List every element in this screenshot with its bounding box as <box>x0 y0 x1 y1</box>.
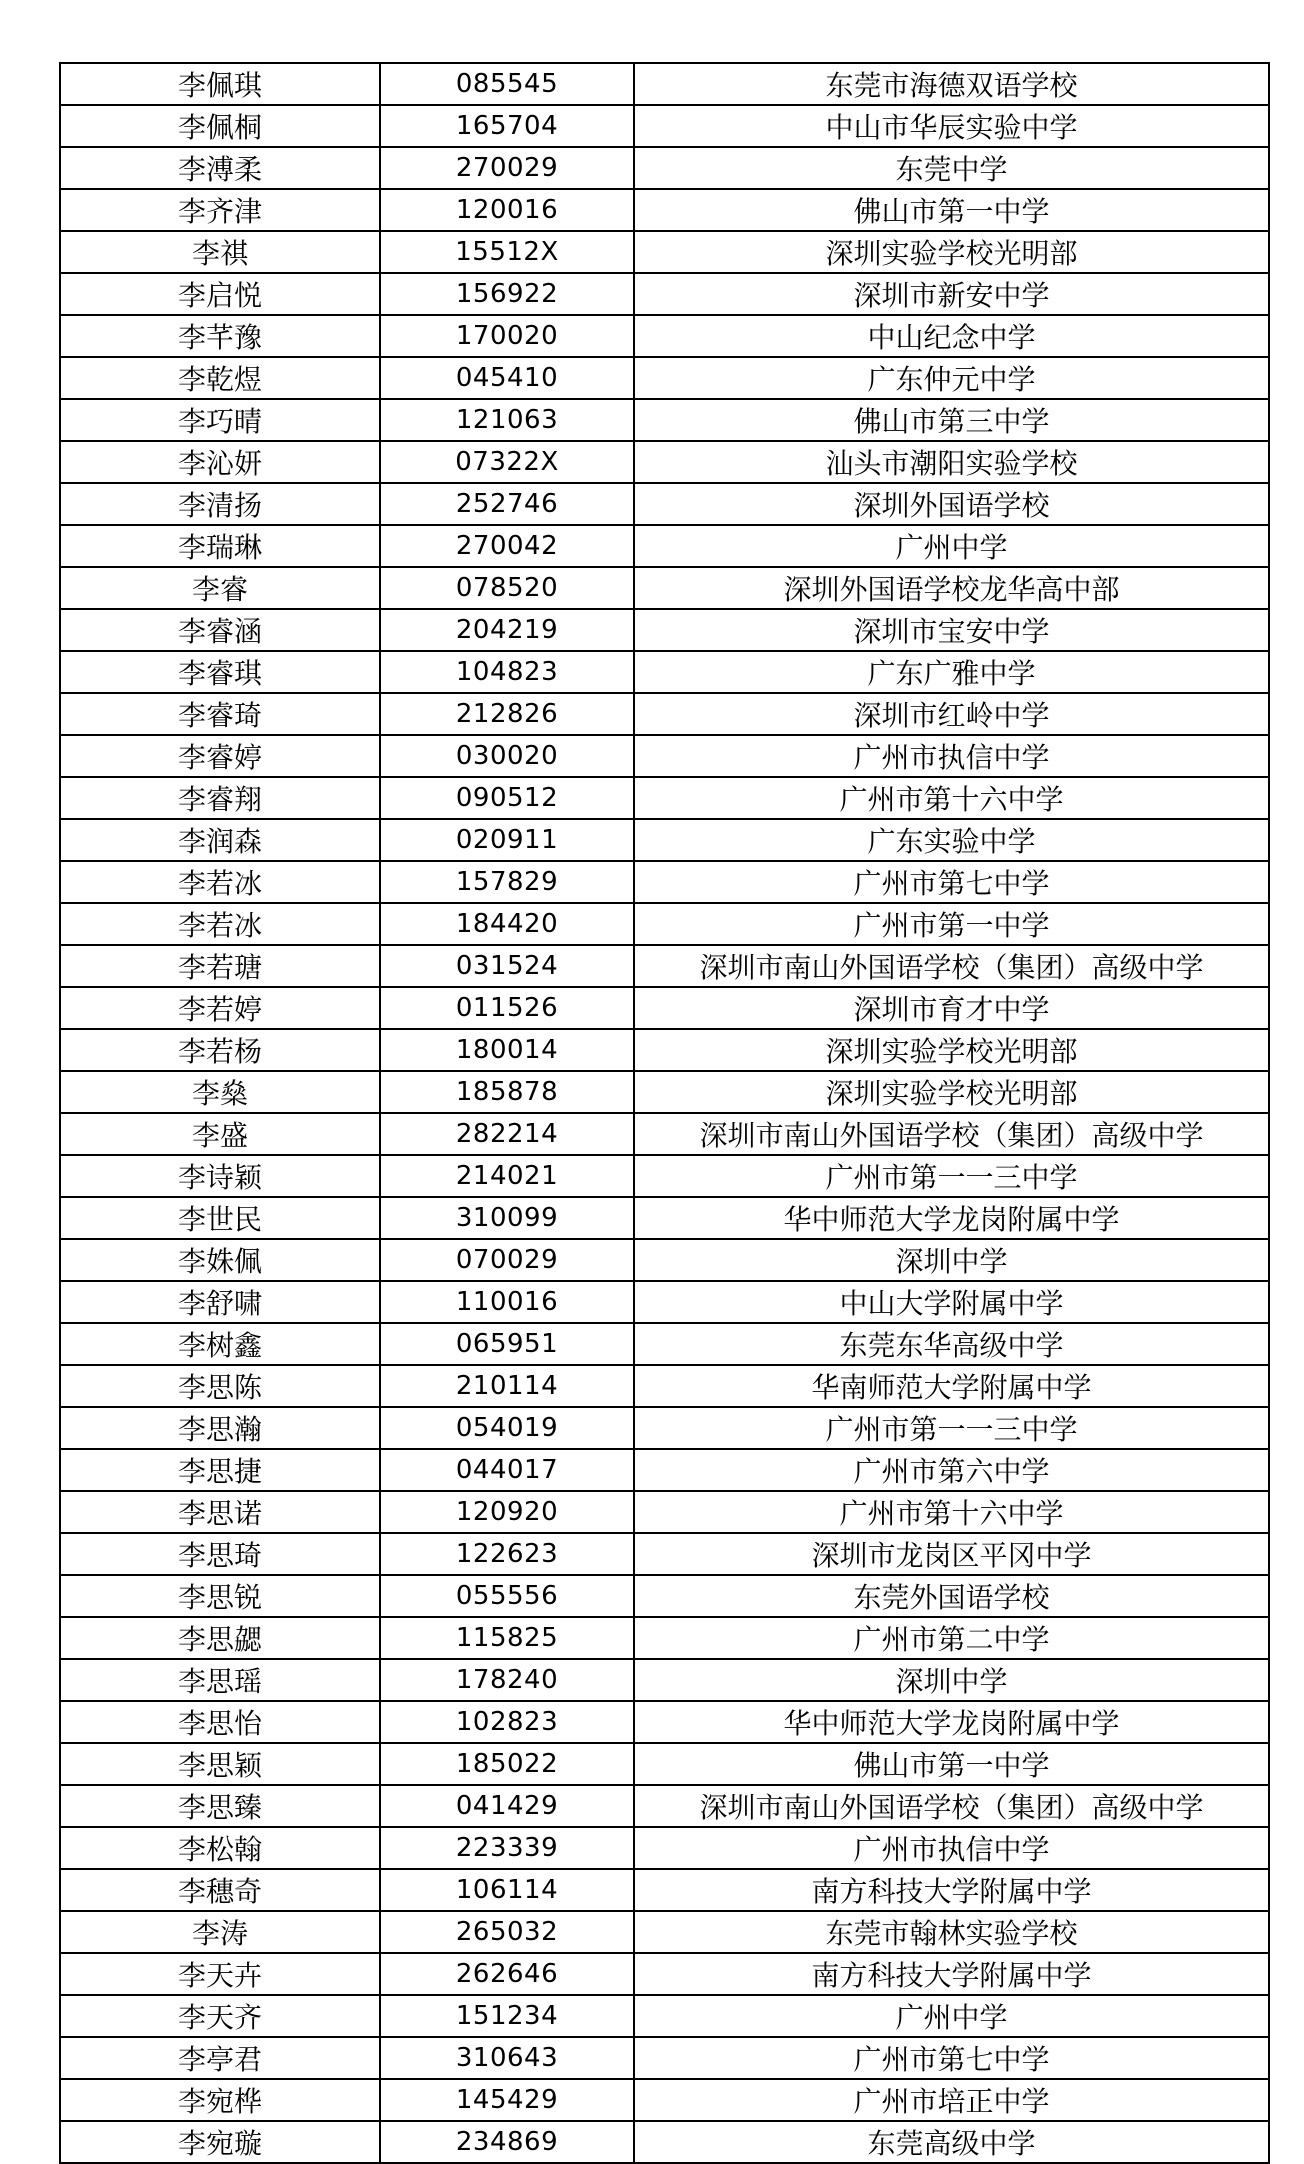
table-row <box>60 1701 1269 1743</box>
student-name-cell: 李若冰 <box>60 861 380 903</box>
student-id-cell: 065951 <box>380 1323 634 1365</box>
student-id-cell: 031524 <box>380 945 634 987</box>
table-row <box>60 1449 1269 1491</box>
school-name-cell: 广州市培正中学 <box>634 2079 1269 2121</box>
student-name-cell: 李祺 <box>60 231 380 273</box>
student-id-cell: 115825 <box>380 1617 634 1659</box>
school-name-cell: 东莞市海德双语学校 <box>634 63 1269 105</box>
table-row <box>60 1491 1269 1533</box>
student-name-cell: 李思锐 <box>60 1575 380 1617</box>
student-name-cell: 李宛璇 <box>60 2121 380 2163</box>
student-id-cell: 165704 <box>380 105 634 147</box>
student-id-cell: 030020 <box>380 735 634 777</box>
student-id-cell: 212826 <box>380 693 634 735</box>
school-name-cell: 南方科技大学附属中学 <box>634 1869 1269 1911</box>
student-id-cell: 122623 <box>380 1533 634 1575</box>
school-name-cell: 深圳实验学校光明部 <box>634 231 1269 273</box>
school-name-cell: 广州市第六中学 <box>634 1449 1269 1491</box>
student-name-cell: 李睿 <box>60 567 380 609</box>
table-row <box>60 693 1269 735</box>
table-row <box>60 1407 1269 1449</box>
student-name-cell: 李芊豫 <box>60 315 380 357</box>
school-name-cell: 汕头市潮阳实验学校 <box>634 441 1269 483</box>
table-row <box>60 777 1269 819</box>
table-row <box>60 1113 1269 1155</box>
school-name-cell: 深圳市新安中学 <box>634 273 1269 315</box>
student-name-cell: 李天卉 <box>60 1953 380 1995</box>
student-name-cell: 李穗奇 <box>60 1869 380 1911</box>
table-row <box>60 1323 1269 1365</box>
school-name-cell: 广东实验中学 <box>634 819 1269 861</box>
student-name-cell: 李若冰 <box>60 903 380 945</box>
school-name-cell: 深圳市红岭中学 <box>634 693 1269 735</box>
student-name-cell: 李睿琦 <box>60 693 380 735</box>
table-row <box>60 147 1269 189</box>
school-name-cell: 中山纪念中学 <box>634 315 1269 357</box>
school-name-cell: 深圳中学 <box>634 1659 1269 1701</box>
student-name-cell: 李瑞琳 <box>60 525 380 567</box>
school-name-cell: 佛山市第一中学 <box>634 1743 1269 1785</box>
school-name-cell: 广州市第十六中学 <box>634 777 1269 819</box>
student-id-cell: 204219 <box>380 609 634 651</box>
school-name-cell: 广州中学 <box>634 1995 1269 2037</box>
student-id-cell: 120016 <box>380 189 634 231</box>
table-row <box>60 1743 1269 1785</box>
student-name-cell: 李佩桐 <box>60 105 380 147</box>
school-name-cell: 广州市第七中学 <box>634 2037 1269 2079</box>
student-id-cell: 15512X <box>380 231 634 273</box>
student-name-cell: 李思陈 <box>60 1365 380 1407</box>
student-name-cell: 李天齐 <box>60 1995 380 2037</box>
school-name-cell: 广州市第一一三中学 <box>634 1407 1269 1449</box>
student-id-cell: 110016 <box>380 1281 634 1323</box>
school-name-cell: 佛山市第一中学 <box>634 189 1269 231</box>
student-name-cell: 李启悦 <box>60 273 380 315</box>
table-row <box>60 189 1269 231</box>
school-name-cell: 东莞市翰林实验学校 <box>634 1911 1269 1953</box>
student-id-cell: 180014 <box>380 1029 634 1071</box>
school-name-cell: 深圳市南山外国语学校（集团）高级中学 <box>634 1113 1269 1155</box>
student-id-cell: 145429 <box>380 2079 634 2121</box>
table-row <box>60 2079 1269 2121</box>
student-name-cell: 李思勰 <box>60 1617 380 1659</box>
table-row <box>60 315 1269 357</box>
student-id-cell: 104823 <box>380 651 634 693</box>
student-name-cell: 李思捷 <box>60 1449 380 1491</box>
student-name-cell: 李润森 <box>60 819 380 861</box>
school-name-cell: 广州市执信中学 <box>634 735 1269 777</box>
school-name-cell: 广州市第一一三中学 <box>634 1155 1269 1197</box>
table-row <box>60 2121 1269 2163</box>
student-name-cell: 李佩琪 <box>60 63 380 105</box>
school-name-cell: 广州市第七中学 <box>634 861 1269 903</box>
table-row <box>60 1365 1269 1407</box>
student-id-cell: 157829 <box>380 861 634 903</box>
table-row <box>60 63 1269 105</box>
school-name-cell: 东莞外国语学校 <box>634 1575 1269 1617</box>
student-name-cell: 李思瑶 <box>60 1659 380 1701</box>
table-row <box>60 903 1269 945</box>
table-row <box>60 1239 1269 1281</box>
student-id-cell: 262646 <box>380 1953 634 1995</box>
school-name-cell: 广东仲元中学 <box>634 357 1269 399</box>
table-row <box>60 1533 1269 1575</box>
student-id-cell: 270029 <box>380 147 634 189</box>
table-row <box>60 735 1269 777</box>
table-row <box>60 945 1269 987</box>
table-row <box>60 567 1269 609</box>
student-name-cell: 李诗颖 <box>60 1155 380 1197</box>
school-name-cell: 华中师范大学龙岗附属中学 <box>634 1701 1269 1743</box>
student-name-cell: 李世民 <box>60 1197 380 1239</box>
table-row <box>60 1071 1269 1113</box>
student-name-cell: 李松翰 <box>60 1827 380 1869</box>
student-id-cell: 120920 <box>380 1491 634 1533</box>
student-id-cell: 265032 <box>380 1911 634 1953</box>
student-name-cell: 李思琦 <box>60 1533 380 1575</box>
student-name-cell: 李思瀚 <box>60 1407 380 1449</box>
school-name-cell: 深圳市南山外国语学校（集团）高级中学 <box>634 945 1269 987</box>
student-name-cell: 李若杨 <box>60 1029 380 1071</box>
table-row <box>60 441 1269 483</box>
student-name-cell: 李睿琪 <box>60 651 380 693</box>
table-row <box>60 1659 1269 1701</box>
table-row <box>60 105 1269 147</box>
student-id-cell: 070029 <box>380 1239 634 1281</box>
table-row <box>60 1785 1269 1827</box>
student-name-cell: 李溥柔 <box>60 147 380 189</box>
student-id-cell: 044017 <box>380 1449 634 1491</box>
student-id-cell: 210114 <box>380 1365 634 1407</box>
student-id-cell: 121063 <box>380 399 634 441</box>
student-id-cell: 234869 <box>380 2121 634 2163</box>
table-row <box>60 399 1269 441</box>
school-name-cell: 深圳市南山外国语学校（集团）高级中学 <box>634 1785 1269 1827</box>
student-id-cell: 185022 <box>380 1743 634 1785</box>
school-name-cell: 华中师范大学龙岗附属中学 <box>634 1197 1269 1239</box>
student-id-cell: 310099 <box>380 1197 634 1239</box>
student-id-cell: 310643 <box>380 2037 634 2079</box>
student-id-cell: 156922 <box>380 273 634 315</box>
student-id-cell: 055556 <box>380 1575 634 1617</box>
school-name-cell: 南方科技大学附属中学 <box>634 1953 1269 1995</box>
student-id-cell: 282214 <box>380 1113 634 1155</box>
student-name-cell: 李舒啸 <box>60 1281 380 1323</box>
table-row <box>60 609 1269 651</box>
student-name-cell: 李姝佩 <box>60 1239 380 1281</box>
student-name-cell: 李盛 <box>60 1113 380 1155</box>
student-id-cell: 085545 <box>380 63 634 105</box>
table-row <box>60 357 1269 399</box>
table-row <box>60 483 1269 525</box>
student-name-cell: 李沁妍 <box>60 441 380 483</box>
roster-table <box>59 62 1270 2164</box>
student-name-cell: 李若婷 <box>60 987 380 1029</box>
table-row <box>60 231 1269 273</box>
school-name-cell: 深圳市龙岗区平冈中学 <box>634 1533 1269 1575</box>
school-name-cell: 深圳外国语学校 <box>634 483 1269 525</box>
table-row <box>60 1197 1269 1239</box>
student-name-cell: 李清扬 <box>60 483 380 525</box>
student-id-cell: 185878 <box>380 1071 634 1113</box>
student-id-cell: 041429 <box>380 1785 634 1827</box>
table-row <box>60 1869 1269 1911</box>
table-row <box>60 1827 1269 1869</box>
school-name-cell: 中山大学附属中学 <box>634 1281 1269 1323</box>
student-id-cell: 090512 <box>380 777 634 819</box>
student-name-cell: 李睿涵 <box>60 609 380 651</box>
school-name-cell: 东莞东华高级中学 <box>634 1323 1269 1365</box>
table-row <box>60 987 1269 1029</box>
student-id-cell: 020911 <box>380 819 634 861</box>
table-row <box>60 1575 1269 1617</box>
table-row <box>60 525 1269 567</box>
table-row <box>60 2037 1269 2079</box>
student-id-cell: 151234 <box>380 1995 634 2037</box>
student-name-cell: 李思颖 <box>60 1743 380 1785</box>
student-name-cell: 李涛 <box>60 1911 380 1953</box>
student-name-cell: 李睿翔 <box>60 777 380 819</box>
school-name-cell: 广州市第一中学 <box>634 903 1269 945</box>
roster-sheet <box>59 62 1270 2164</box>
school-name-cell: 深圳外国语学校龙华高中部 <box>634 567 1269 609</box>
student-id-cell: 07322X <box>380 441 634 483</box>
student-name-cell: 李燊 <box>60 1071 380 1113</box>
student-name-cell: 李宛桦 <box>60 2079 380 2121</box>
student-name-cell: 李若瑭 <box>60 945 380 987</box>
student-id-cell: 078520 <box>380 567 634 609</box>
school-name-cell: 深圳实验学校光明部 <box>634 1029 1269 1071</box>
school-name-cell: 广州市第十六中学 <box>634 1491 1269 1533</box>
student-id-cell: 214021 <box>380 1155 634 1197</box>
table-row <box>60 861 1269 903</box>
roster-table-body <box>60 63 1269 2163</box>
student-name-cell: 李齐津 <box>60 189 380 231</box>
school-name-cell: 深圳市育才中学 <box>634 987 1269 1029</box>
table-row <box>60 1281 1269 1323</box>
school-name-cell: 东莞高级中学 <box>634 2121 1269 2163</box>
school-name-cell: 深圳市宝安中学 <box>634 609 1269 651</box>
student-id-cell: 054019 <box>380 1407 634 1449</box>
table-row <box>60 1155 1269 1197</box>
student-name-cell: 李思怡 <box>60 1701 380 1743</box>
table-row <box>60 273 1269 315</box>
school-name-cell: 广州中学 <box>634 525 1269 567</box>
table-row <box>60 1953 1269 1995</box>
student-name-cell: 李乾煜 <box>60 357 380 399</box>
student-id-cell: 106114 <box>380 1869 634 1911</box>
table-row <box>60 651 1269 693</box>
school-name-cell: 广东广雅中学 <box>634 651 1269 693</box>
student-id-cell: 252746 <box>380 483 634 525</box>
student-name-cell: 李巧晴 <box>60 399 380 441</box>
student-id-cell: 102823 <box>380 1701 634 1743</box>
student-id-cell: 178240 <box>380 1659 634 1701</box>
school-name-cell: 广州市执信中学 <box>634 1827 1269 1869</box>
school-name-cell: 广州市第二中学 <box>634 1617 1269 1659</box>
student-id-cell: 045410 <box>380 357 634 399</box>
school-name-cell: 中山市华辰实验中学 <box>634 105 1269 147</box>
table-row <box>60 819 1269 861</box>
table-row <box>60 1911 1269 1953</box>
student-name-cell: 李思诺 <box>60 1491 380 1533</box>
student-id-cell: 184420 <box>380 903 634 945</box>
school-name-cell: 深圳中学 <box>634 1239 1269 1281</box>
table-row <box>60 1617 1269 1659</box>
student-id-cell: 223339 <box>380 1827 634 1869</box>
student-name-cell: 李睿婷 <box>60 735 380 777</box>
student-name-cell: 李树鑫 <box>60 1323 380 1365</box>
school-name-cell: 华南师范大学附属中学 <box>634 1365 1269 1407</box>
student-id-cell: 170020 <box>380 315 634 357</box>
school-name-cell: 佛山市第三中学 <box>634 399 1269 441</box>
student-name-cell: 李亭君 <box>60 2037 380 2079</box>
student-id-cell: 011526 <box>380 987 634 1029</box>
table-row <box>60 1995 1269 2037</box>
student-name-cell: 李思臻 <box>60 1785 380 1827</box>
school-name-cell: 东莞中学 <box>634 147 1269 189</box>
student-id-cell: 270042 <box>380 525 634 567</box>
school-name-cell: 深圳实验学校光明部 <box>634 1071 1269 1113</box>
table-row <box>60 1029 1269 1071</box>
